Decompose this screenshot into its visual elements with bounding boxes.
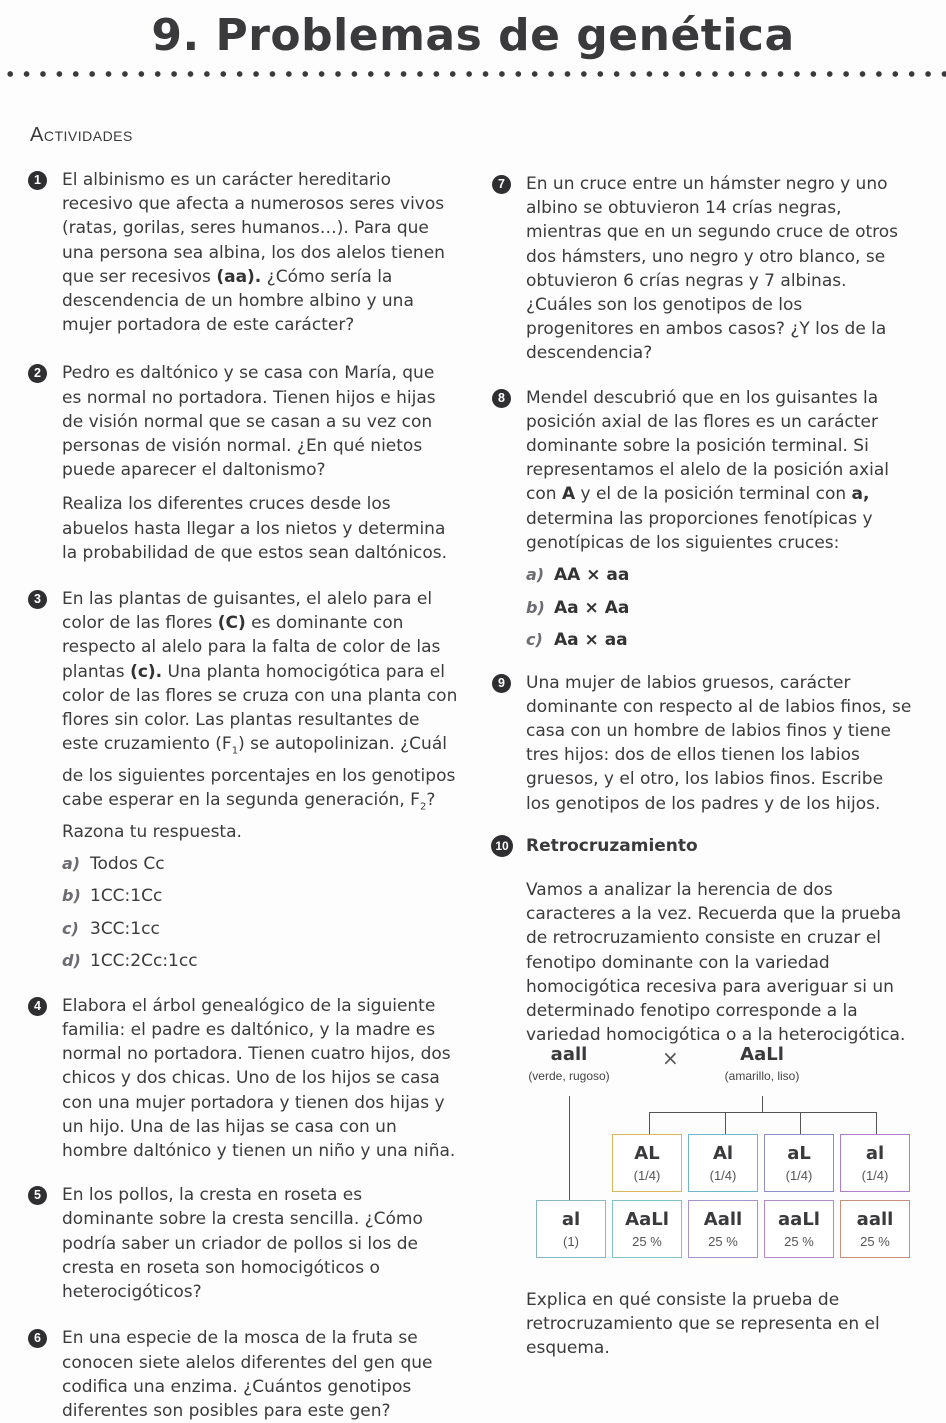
offspring-box: aall 25 % [840, 1200, 910, 1258]
cross-b: b) Aa × Aa [526, 597, 630, 618]
activity-7-text: En un cruce entre un hámster negro y uno albino se obtuvieron 14 crías negras, mientras que en un segundo cruce de otros dos hámsters, uno negro y otro blanco, se obtuvieron 6 crías negras y 7 albinas. ¿Cuáles son los genotipos de los progenitores en ambos casos? ¿Y los de la descendencia? [526, 174, 899, 364]
connector-line [725, 1112, 726, 1134]
activity-10-question: Explica en qué consiste la prueba de retrocruzamiento que se representa en el esquema. [526, 1290, 880, 1359]
activity-10 [492, 834, 912, 1048]
activity-8 [492, 386, 912, 661]
activity-4-text: Elabora el árbol genealógico de la siguiente familia: el padre es daltónico, y la madre es normal no portadora. Tienen cuatro hijos, dos chicos y dos chicas. Uno de los hijos se casa con una mujer portadora y tienen dos hijas y un hijo. Una de las hijas se casa con un hombre daltónico y tienen un niño y una niña. [62, 995, 456, 1162]
option-a: a) Todos Cc [62, 853, 165, 874]
offspring-box: aaLl 25 % [764, 1200, 834, 1258]
connector-line [649, 1112, 650, 1134]
activity-9-text: Una mujer de labios gruesos, carácter dominante con respecto al de labios finos, se casa con un hombre de labios finos y tiene tres hijos: dos de ellos tienen los labios gruesos, y el otro, los labios finos. Escribe los genotipos de los padres y de los hijos. [526, 672, 912, 814]
activity-1 [28, 168, 458, 337]
activity-3-options [62, 852, 458, 982]
activity-9 [492, 671, 912, 816]
offspring-box: Aall 25 % [688, 1200, 758, 1258]
cross-symbol: × [662, 1046, 679, 1070]
activity-10-heading: Retrocruzamiento [526, 835, 698, 856]
connector-line [569, 1096, 570, 1201]
number-badge-2: 2 [28, 364, 47, 383]
gamete-box: aL (1/4) [764, 1134, 834, 1192]
cross-a: a) AA × aa [526, 565, 630, 586]
parent-recessive: aall (verde, rugoso) [528, 1044, 610, 1083]
activity-2 [28, 361, 458, 565]
number-badge-4: 4 [28, 997, 47, 1016]
left-column [28, 168, 458, 1423]
number-badge-8: 8 [492, 389, 511, 408]
activity-4 [28, 994, 458, 1163]
gamete-box: AL (1/4) [612, 1134, 682, 1192]
number-badge-10: 10 [491, 835, 513, 857]
gamete-box: Al (1/4) [688, 1134, 758, 1192]
activity-2-instructions: Realiza los diferentes cruces desde los abuelos hasta llegar a los nietos y determina la probabilidad de que estos sean daltónicos. [62, 494, 448, 563]
activity-3 [28, 587, 458, 982]
activity-1-text: El albinismo es un carácter hereditario recesivo que afecta a numerosos seres vivos (ratas, gorilas, seres humanos…). Para que una persona sea albina, los dos alelos tienen que ser recesivos (aa). ¿Cómo sería la descendencia de un hombre albino y una mujer portadora de este carácter? [62, 170, 445, 336]
dotted-divider [2, 70, 946, 78]
option-c: c) 3CC:1cc [62, 918, 160, 939]
gamete-box: al (1/4) [840, 1134, 910, 1192]
activity-5 [28, 1183, 458, 1304]
activity-7 [492, 172, 912, 366]
connector-line [876, 1112, 877, 1134]
parent-dominant: AaLl (amarillo, liso) [724, 1044, 800, 1083]
number-badge-6: 6 [28, 1329, 47, 1348]
option-d: d) 1CC:2Cc:1cc [62, 951, 198, 972]
connector-line [762, 1096, 763, 1112]
connector-line [649, 1112, 876, 1113]
page-title: 9. Problemas de genética [151, 10, 795, 61]
section-heading: Actividades [30, 124, 133, 146]
right-column [492, 172, 912, 1047]
activity-10-intro: Vamos a analizar la herencia de dos caracteres a la vez. Recuerda que la prueba de retrocruzamiento consiste en cruzar el fenotipo dominante con la variedad homocigótica recesiva para averiguar si un determinado fenotipo corresponde a la variedad homocigótica o a la heterocigótica. [526, 879, 906, 1046]
number-badge-9: 9 [492, 674, 511, 693]
activity-3-text: En las plantas de guisantes, el alelo para el color de las flores (C) es dominante con respecto al alelo para la falta de color de las plantas (c). Una planta homocigótica para el color de las flores se cruza con una planta con flores sin color. Las plantas resultantes de este cruzamiento $(F_1)$ se autopolinizan. ¿Cuál de los siguientes porcentajes en los genotipos cabe esperar en la segunda generación, $F_2$? Razona tu respuesta. [62, 589, 458, 842]
option-b: b) 1CC:1Cc [62, 886, 163, 907]
cross-c: c) Aa × aa [526, 630, 628, 651]
number-badge-3: 3 [28, 590, 47, 609]
connector-line [800, 1112, 801, 1134]
backcross-diagram [524, 1040, 924, 1270]
activity-6 [28, 1326, 458, 1423]
number-badge-1: 1 [28, 171, 47, 190]
activity-8-text: Mendel descubrió que en los guisantes la posición axial de las flores es un carácter dominante sobre la posición terminal. Si representamos el alelo de la posición axial con A y el de la posición terminal con a, determina las proporciones fenotípicas y genotípicas de los siguientes cruces: [526, 387, 890, 553]
number-badge-7: 7 [492, 175, 511, 194]
activity-6-text: En una especie de la mosca de la fruta se conocen siete alelos diferentes del gen que codifica una enzima. ¿Cuántos genotipos diferentes son posibles para este gen? [62, 1328, 433, 1421]
activity-2-text: Pedro es daltónico y se casa con María, que es normal no portadora. Tienen hijos e hijas de visión normal que se casan a su vez con personas de visión normal. ¿En qué nietos puede aparecer el daltonismo? [62, 363, 436, 481]
number-badge-5: 5 [28, 1186, 47, 1205]
gamete-box-recessive: al (1) [536, 1200, 606, 1258]
activity-5-text: En los pollos, la cresta en roseta es dominante sobre la cresta sencilla. ¿Cómo podría saber un criador de pollos si los de cresta en roseta son homocigóticos o heterocigóticos? [62, 1185, 423, 1303]
offspring-box: AaLl 25 % [612, 1200, 682, 1258]
activity-8-options [526, 563, 912, 661]
